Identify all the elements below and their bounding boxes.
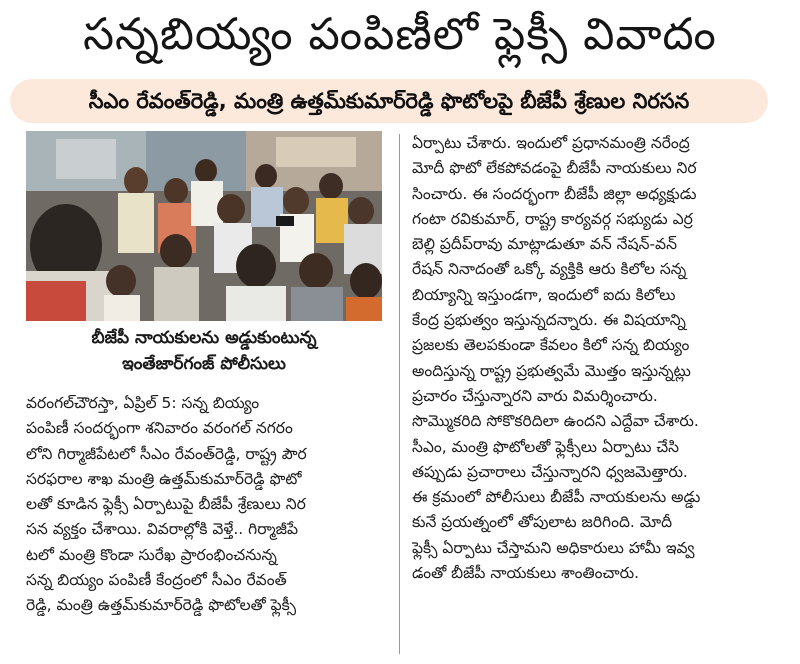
body-line: మోదీ ఫొటో లేకపోవడంపై బీజేపీ నాయకులు నిర xyxy=(412,159,697,178)
body-line: ఏర్పాటు చేశారు. ఇందులో ప్రధానమంత్రి నరేంద్ర xyxy=(412,134,690,152)
article-body-right-column xyxy=(412,131,772,586)
body-line: కేంద్ర ప్రభుత్వం ఇస్తున్నదన్నారు. ఈ విషయాన్ని xyxy=(412,311,686,330)
crowd-photo-illustration xyxy=(26,131,382,321)
body-line: బియ్యాన్ని ఇస్తుండగా, ఇందులో ఐదు కిలోలు xyxy=(412,285,676,304)
photo-caption xyxy=(26,325,382,377)
body-line: రేషన్ నినాదంతో ఒక్కో వ్యక్తికి ఆరు కిలోల సన్న xyxy=(412,260,687,279)
body-line: తప్పుడు ప్రచారాలు చేస్తున్నారని ధ్వజమెత్తారు. xyxy=(412,462,688,481)
body-line: బెల్లి ప్రదీప్‌రావు మాట్లాడుతూ వన్ నేషన్-వన్ xyxy=(412,235,677,254)
body-line: రెడ్డి, మంత్రి ఉత్తమ్‌కుమార్‌రెడ్డి ఫొటోలతో ఫ్లెక్సీ xyxy=(26,596,297,615)
body-line: డంతో బీజేపీ నాయకులు శాంతించారు. xyxy=(412,564,640,583)
headline: సన్నబియ్యం పంపిణీలో ఫ్లెక్సీ వివాదం xyxy=(83,9,717,60)
photo-caption-line: బీజేపీ నాయకులను అడ్డుకుంటున్న xyxy=(91,328,317,348)
body-line: టలో మంత్రి కొండా సురేఖ ప్రారంభించనున్న xyxy=(26,545,277,564)
body-line: సరఫరాల శాఖ మంత్రి ఉత్తమ్‌కుమార్‌రెడ్డి ఫొటో xyxy=(26,469,302,488)
body-line: సీఎం, మంత్రి ఫొటోలతో ఫ్లెక్సీలు ఏర్పాటు చేసి xyxy=(412,437,680,456)
body-line: లోని గిర్మాజీపేటలో సీఎం రేవంత్‌రెడ్డి, రాష్ట్ర పౌర xyxy=(26,444,307,463)
body-line: వరంగల్‌చౌరస్తా, ఏప్రిల్ 5: సన్న బియ్యం xyxy=(26,394,260,412)
column-divider xyxy=(399,134,400,654)
article-body-left-column xyxy=(26,391,382,619)
subheadline: సీఎం రేవంత్‌రెడ్డి, మంత్రి ఉత్తమ్‌కుమార్‌రెడ్డి ఫొటోలపై బీజేపీ శ్రేణుల నిరసన xyxy=(10,79,768,123)
body-line: సన్న బియ్యం పంపిణీ కేంద్రంలో సీఎం రేవంత్ xyxy=(26,571,287,590)
body-line: సన వ్యక్తం చేశాయి. వివరాల్లోకి వెళ్తే.. గిర్మాజీపే xyxy=(26,520,299,539)
body-line: ప్రజలకు తెలపకుండా కేవలం కిలో సన్న బియ్యం xyxy=(412,336,690,355)
body-line: కునే ప్రయత్నంలో తోపులాట జరిగింది. మోదీ xyxy=(412,513,673,532)
body-line: అందిస్తున్న రాష్ట్ర ప్రభుత్వమే మొత్తం ఇస్తున్నట్లు xyxy=(412,361,691,380)
body-line: సొమ్మొకరిది సోకొకరిదిలా ఉందని ఎద్దేవా చేశారు. xyxy=(412,412,699,431)
body-line: సించారు. ఈ సందర్భంగా బీజేపీ జిల్లా అధ్యక్షుడు xyxy=(412,184,697,203)
photo-caption-line: ఇంతేజార్‌గంజ్ పోలీసులు xyxy=(122,354,286,374)
body-line: ఈ క్రమంలో పోలీసులు బీజేపీ నాయకులను అడ్డు xyxy=(412,488,701,507)
body-line: గంటా రవికుమార్, రాష్ట్ర కార్యవర్గ సభ్యుడు ఎర్ర xyxy=(412,209,693,228)
body-line: పంపిణీ సందర్భంగా శనివారం వరంగల్ నగరం xyxy=(26,419,293,438)
news-photo xyxy=(26,131,382,321)
body-line: ప్రచారం చేస్తున్నారని వారు విమర్శించారు. xyxy=(412,386,658,405)
body-line: ఫ్లెక్సీ ఏర్పాటు చేస్తామని అధికారులు హామీ ఇవ్వ xyxy=(412,538,695,557)
body-line: లతో కూడిన ఫ్లెక్సీ ఏర్పాటుపై బీజేపీ శ్రేణులు నిర xyxy=(26,495,306,514)
